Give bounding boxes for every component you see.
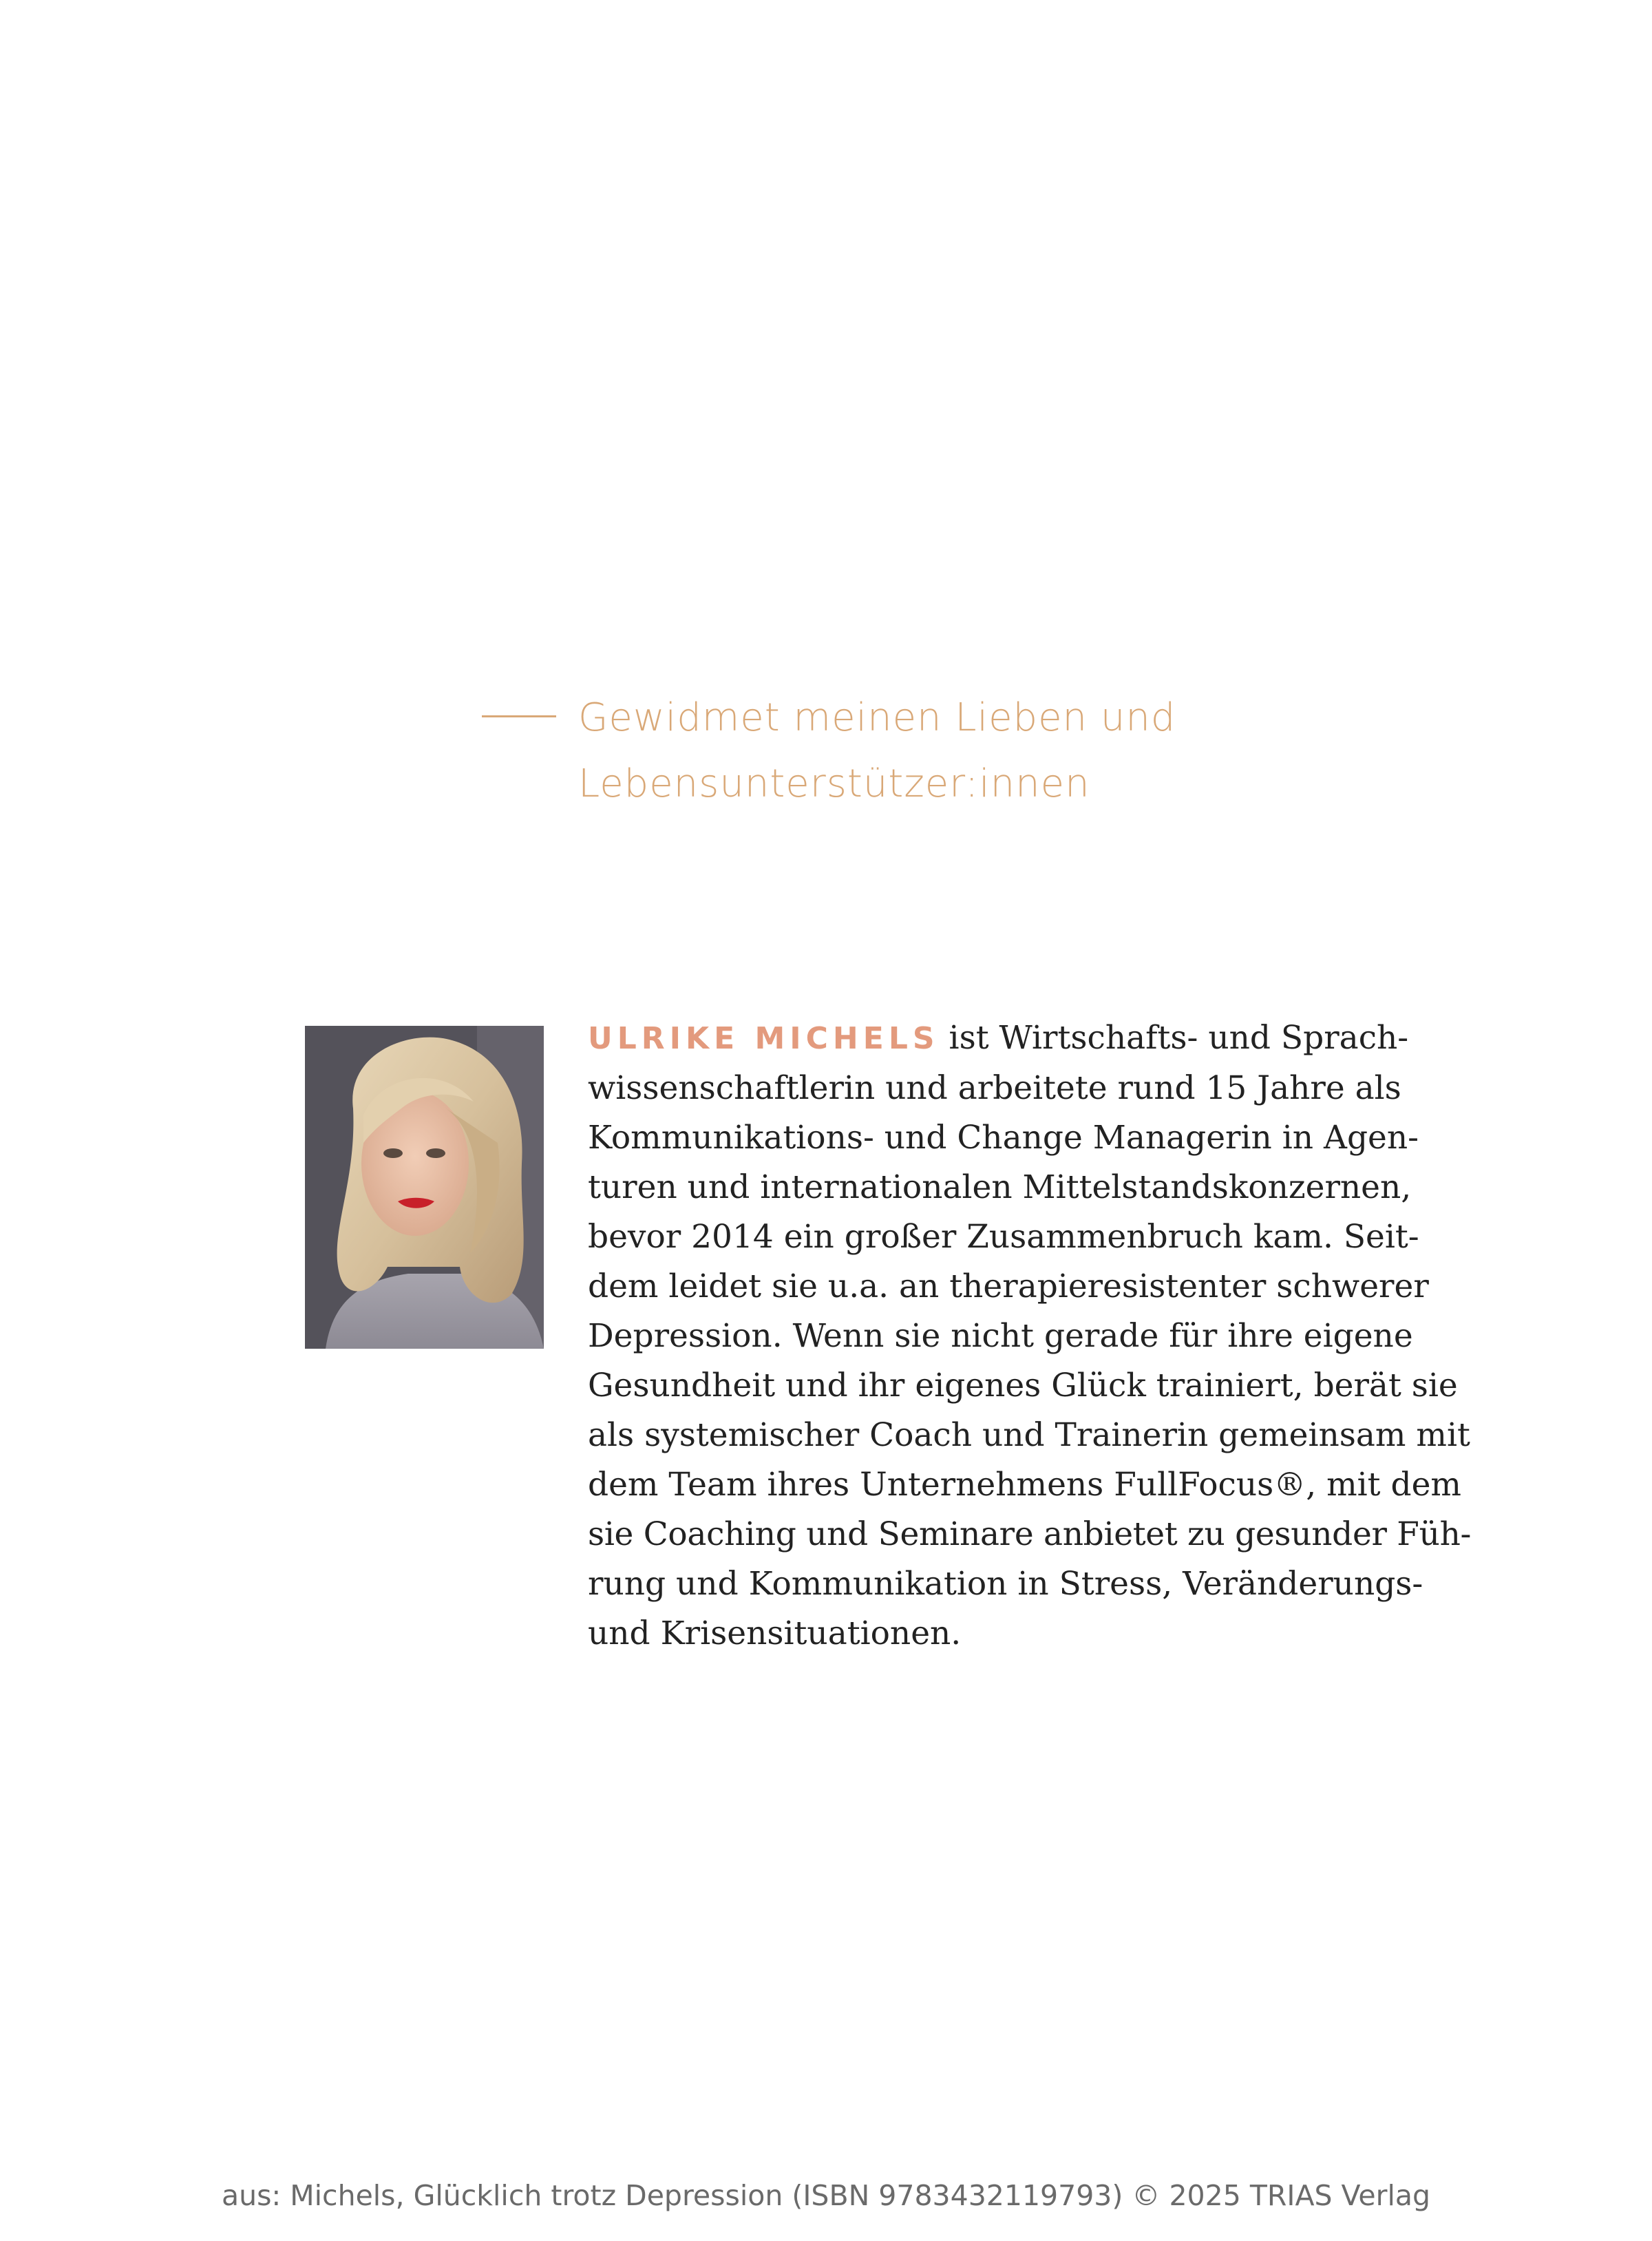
dedication-line-2: Lebensunterstützer:innen xyxy=(578,761,1090,806)
bio-line: sie Coaching und Seminare anbietet zu gesunder Füh- xyxy=(588,1515,1472,1553)
bio-line: Gesundheit und ihr eigenes Glück trainiert, berät sie xyxy=(588,1367,1458,1404)
author-bio xyxy=(588,1013,1472,1659)
author-portrait xyxy=(305,1026,544,1349)
dedication-text xyxy=(578,685,1308,817)
bio-line: ULRIKE MICHELS ist Wirtschafts- und Sprach- xyxy=(588,1019,1409,1057)
bio-line: und Krisensituationen. xyxy=(588,1614,962,1652)
bio-line: wissenschaftlerin und arbeitete rund 15 Jahre als xyxy=(588,1069,1401,1107)
bio-line: Kommunikations- und Change Managerin in Agen- xyxy=(588,1119,1419,1157)
source-footer: aus: Michels, Glücklich trotz Depression (ISBN 9783432119793) © 2025 TRIAS Verlag xyxy=(221,2179,1431,2212)
bio-line: turen und internationalen Mittelstandskonzernen, xyxy=(588,1168,1412,1206)
dedication-rule xyxy=(482,715,556,717)
dedication-line-1: Gewidmet meinen Lieben und xyxy=(578,695,1176,740)
dedication xyxy=(482,685,1308,817)
bio-line: dem leidet sie u.a. an therapieresistenter schwerer xyxy=(588,1267,1429,1305)
bio-line: rung und Kommunikation in Stress, Veränderungs- xyxy=(588,1565,1423,1603)
author-name: ULRIKE MICHELS xyxy=(588,1021,940,1056)
bio-line: dem Team ihres Unternehmens FullFocus®, mit dem xyxy=(588,1466,1461,1504)
bio-line: als systemischer Coach und Trainerin gemeinsam mit xyxy=(588,1416,1470,1454)
bio-line: bevor 2014 ein großer Zusammenbruch kam. Seit- xyxy=(588,1218,1419,1256)
bio-line: Depression. Wenn sie nicht gerade für ihre eigene xyxy=(588,1317,1413,1355)
